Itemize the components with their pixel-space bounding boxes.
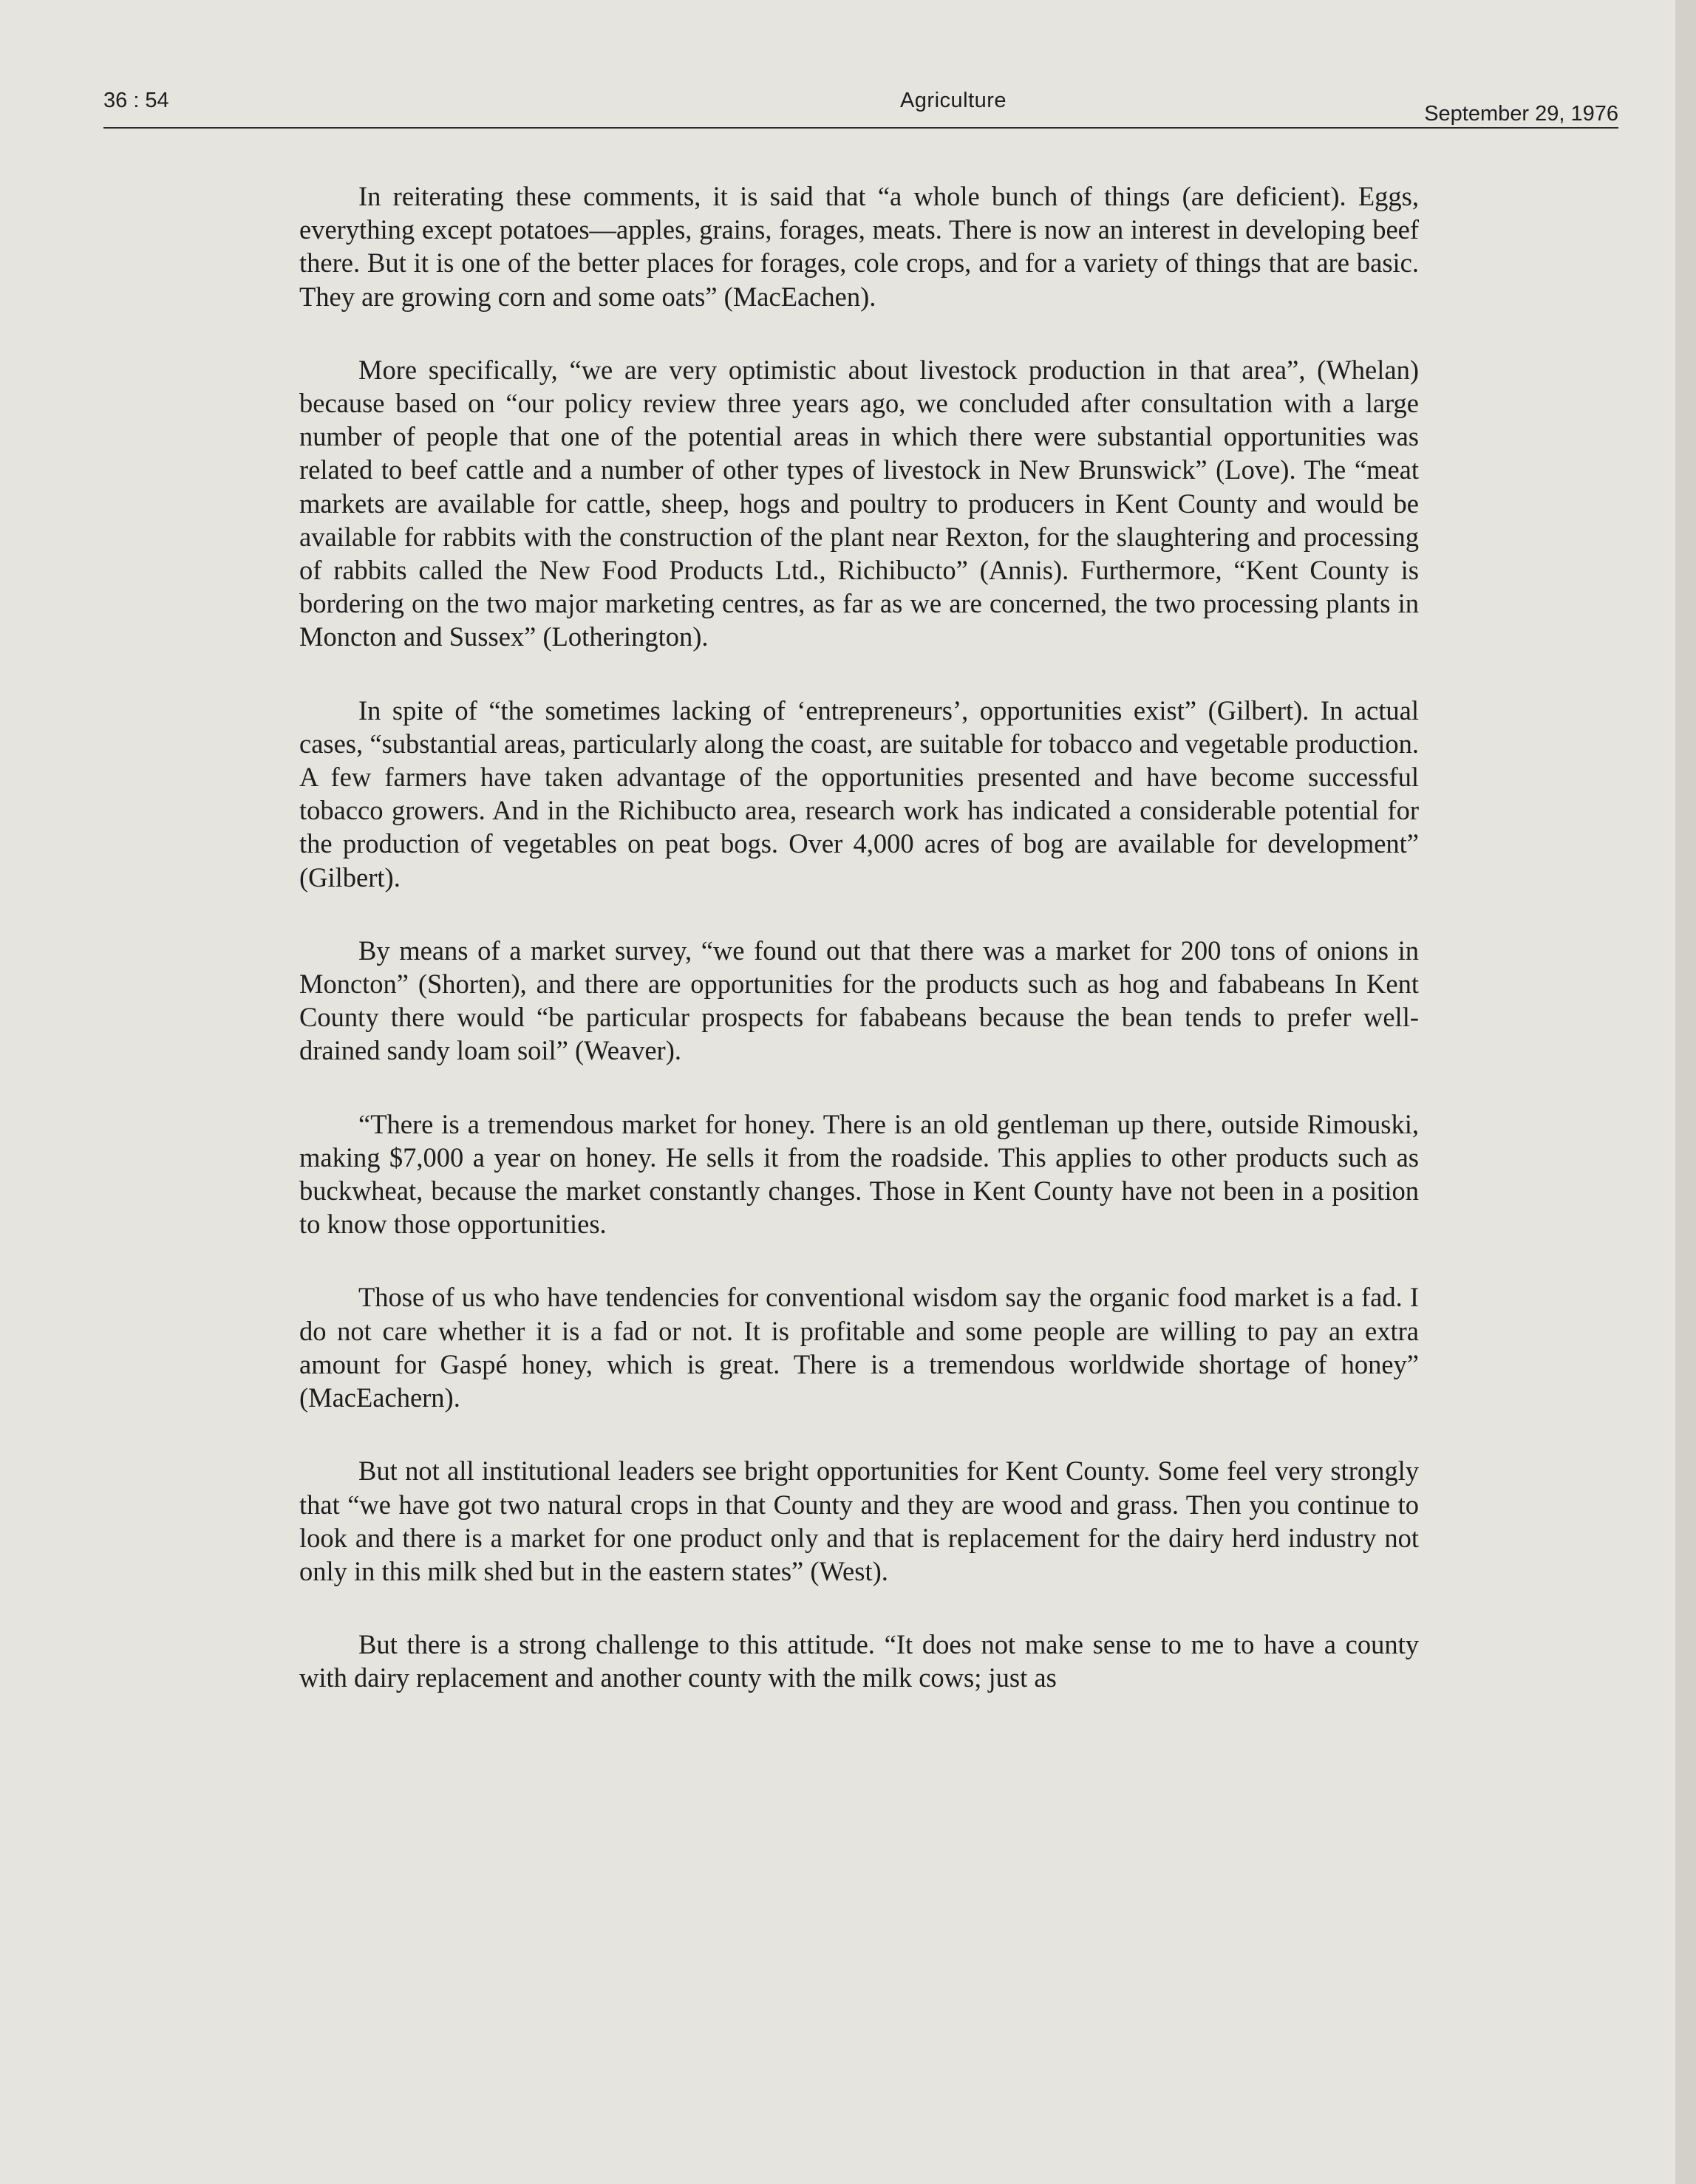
header-date: September 29, 1976 xyxy=(1424,102,1618,126)
running-header xyxy=(103,83,1618,127)
paragraph-6: Those of us who have tendencies for conventional wisdom say the organic food market is a fad. I do not care whether it is a fad or not. It is profitable and some people are willing to pay an extra amount for Gaspé honey, which is great. There is a tremendous worldwide shortage of honey” (MacEachern). xyxy=(299,1282,1419,1413)
paragraph-3: In spite of “the sometimes lacking of ‘entrepreneurs’, opportunities exist” (Gilbert). In actual cases, “substantial areas, particularly along the coast, are suitable for tobacco and vegetable production. A few farmers have taken advantage of the opportunities presented and have become successful tobacco growers. And in the Richibucto area, research work has indicated a considerable potential for the production of vegetables on peat bogs. Over 4,000 acres of bog are available for development” (Gilbert). xyxy=(299,695,1419,893)
paragraph-5: “There is a tremendous market for honey. There is an old gentleman up there, outside Rimouski, making $7,000 a year on honey. He sells it from the roadside. This applies to other products such as buckwheat, because the market constantly changes. Those in Kent County have not been in a position to know those opportunities. xyxy=(299,1108,1419,1240)
paragraph-1: In reiterating these comments, it is said that “a whole bunch of things (are deficient). Eggs, everything except potatoes—apples, grains, forages, meats. There is now an interest in developing beef there. But it is one of the better places for forages, cole crops, and for a variety of things that are basic. They are growing corn and some oats” (MacEachen). xyxy=(299,181,1419,312)
header-rule xyxy=(103,127,1618,129)
paragraph-4: By means of a market survey, “we found out that there was a market for 200 tons of onions in Moncton” (Shorten), and there are opportunities for the products such as hog and fababeans In Kent County there would “be particular prospects for fababeans because the bean tends to prefer well-drained sandy loam soil” (Weaver). xyxy=(299,935,1419,1066)
paragraph-7: But not all institutional leaders see bright opportunities for Kent County. Some feel very strongly that “we have got two natural crops in that County and they are wood and grass. Then you continue to look and there is a market for one product only and that is replacement for the dairy herd industry not only in this milk shed but in the eastern states” (West). xyxy=(299,1456,1419,1586)
body-text xyxy=(299,180,1419,1735)
page-edge-shadow xyxy=(1675,0,1696,2184)
paragraph-8: But there is a strong challenge to this attitude. “It does not make sense to me to have a county with dairy replacement and another county with the milk cows; just as xyxy=(299,1629,1419,1693)
page-number: 36 : 54 xyxy=(103,89,169,112)
section-title: Agriculture xyxy=(899,89,1007,112)
paragraph-2: More specifically, “we are very optimistic about livestock production in that area”, (Whelan) because based on “our policy review three years ago, we concluded after consultation with a large number of people that one of the potential areas in which there were substantial opportunities was related to beef cattle and a number of other types of livestock in New Brunswick” (Love). The “meat markets are available for cattle, sheep, hogs and poultry to producers in Kent County and would be available for rabbits with the construction of the plant near Rexton, for the slaughtering and processing of rabbits called the New Food Products Ltd., Richibucto” (Annis). Furthermore, “Kent County is bordering on the two major marketing centres, as far as we are concerned, the two processing plants in Moncton and Sussex” (Lotherington). xyxy=(299,354,1419,652)
